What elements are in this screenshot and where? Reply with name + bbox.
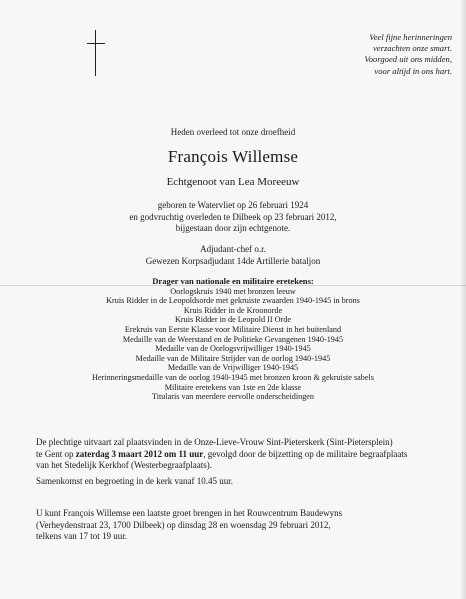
life-line: en godvruchtig overleden te Dilbeek op 23 februari 2012, [129,211,337,222]
poem [282,32,452,77]
military-rank [0,244,466,267]
honor-item: Oorlogskruis 1940 met bronzen leeuw [170,286,296,296]
life-details [0,200,466,235]
honor-item: Medaille van de Militaire Strijder van de oorlog 1940-1945 [135,353,331,363]
farewell-line: telkens van 17 tot 19 uur. [36,531,127,541]
honor-item: Titularis van meerdere eervolle onderscheidingen [151,392,315,402]
intro-text: Heden overleed tot onze droefheid [170,127,296,137]
honor-item: Kruis Ridder in de Leopoldsorde met gekruiste zwaarden 1940-1945 in brons [106,296,360,306]
honor-item: Kruis Ridder in de Kroonorde [183,305,283,315]
funeral-line [36,449,446,461]
poem-line: Veel fijne herinneringen [369,32,452,42]
life-line: bijgestaan door zijn echtgenote. [175,223,291,233]
honor-item: Medaille van de Oorlogsvrijwilliger 1940-1945 [155,344,311,354]
farewell-line: U kunt François Willemse een laatste groet brengen in het Rouwcentrum Baudewyns [36,508,343,518]
gathering-paragraph: Samenkomst en begroeting in de kerk vanaf 10.45 uur. [36,476,233,486]
honor-item: Kruis Ridder in de Leopold II Orde [175,315,291,325]
honor-item: Erekruis van Eerste Klasse voor Militaire Dienst in het buitenland [124,324,342,334]
poem-line: verzachten onze smart. [372,43,452,54]
rank-line: Gewezen Korpsadjudant 14de Artillerie bataljon [145,255,321,266]
honors-list [0,277,466,402]
deceased-name: François Willemse [167,147,299,166]
funeral-date: zaterdag 3 maart 2012 om 11 uur [75,448,204,459]
farewell-line: (Verheydenstraat 23, 1700 Dilbeek) op dinsdag 28 en woensdag 29 februari 2012, [36,519,331,530]
honor-item: Herinneringsmedaille van de oorlog 1940-1945 met bronzen kroon & gekruiste sabels [92,372,374,382]
honors-heading: Drager van nationale en militaire eretekens: [152,276,314,286]
spouse-line: Echtgenoot van Lea Moreeuw [166,176,300,188]
cross-icon [86,30,106,76]
funeral-text: te Gent op [36,448,76,459]
poem-line: Voorgoed uit ons midden, [364,54,452,65]
funeral-line: De plechtige uitvaart zal plaatsvinden in de Onze-Lieve-Vrouw Sint-Pieterskerk (Sint-Pietersplein) [36,437,393,447]
funeral-paragraph [36,437,446,472]
rank-line: Adjudant-chef o.r. [200,244,266,254]
honor-item: Militaire eretekens van 1ste en 2de klasse [164,382,302,392]
honor-item: Medaille van de Weerstand en de Politieke Gevangenen 1940-1945 [122,334,344,344]
poem-line: voor altijd in ons hart. [374,65,452,76]
farewell-paragraph [36,508,446,543]
honor-item: Medaille van de Vrijwilliger 1940-1945 [167,363,299,373]
funeral-line: van het Stedelijk Kerkhof (Westerbegraafplaats). [36,460,212,470]
life-line: geboren te Watervliet op 26 februari 1924 [157,200,309,210]
funeral-text: , gevolgd door de bijzetting op de militaire begraafplaats [203,448,408,459]
